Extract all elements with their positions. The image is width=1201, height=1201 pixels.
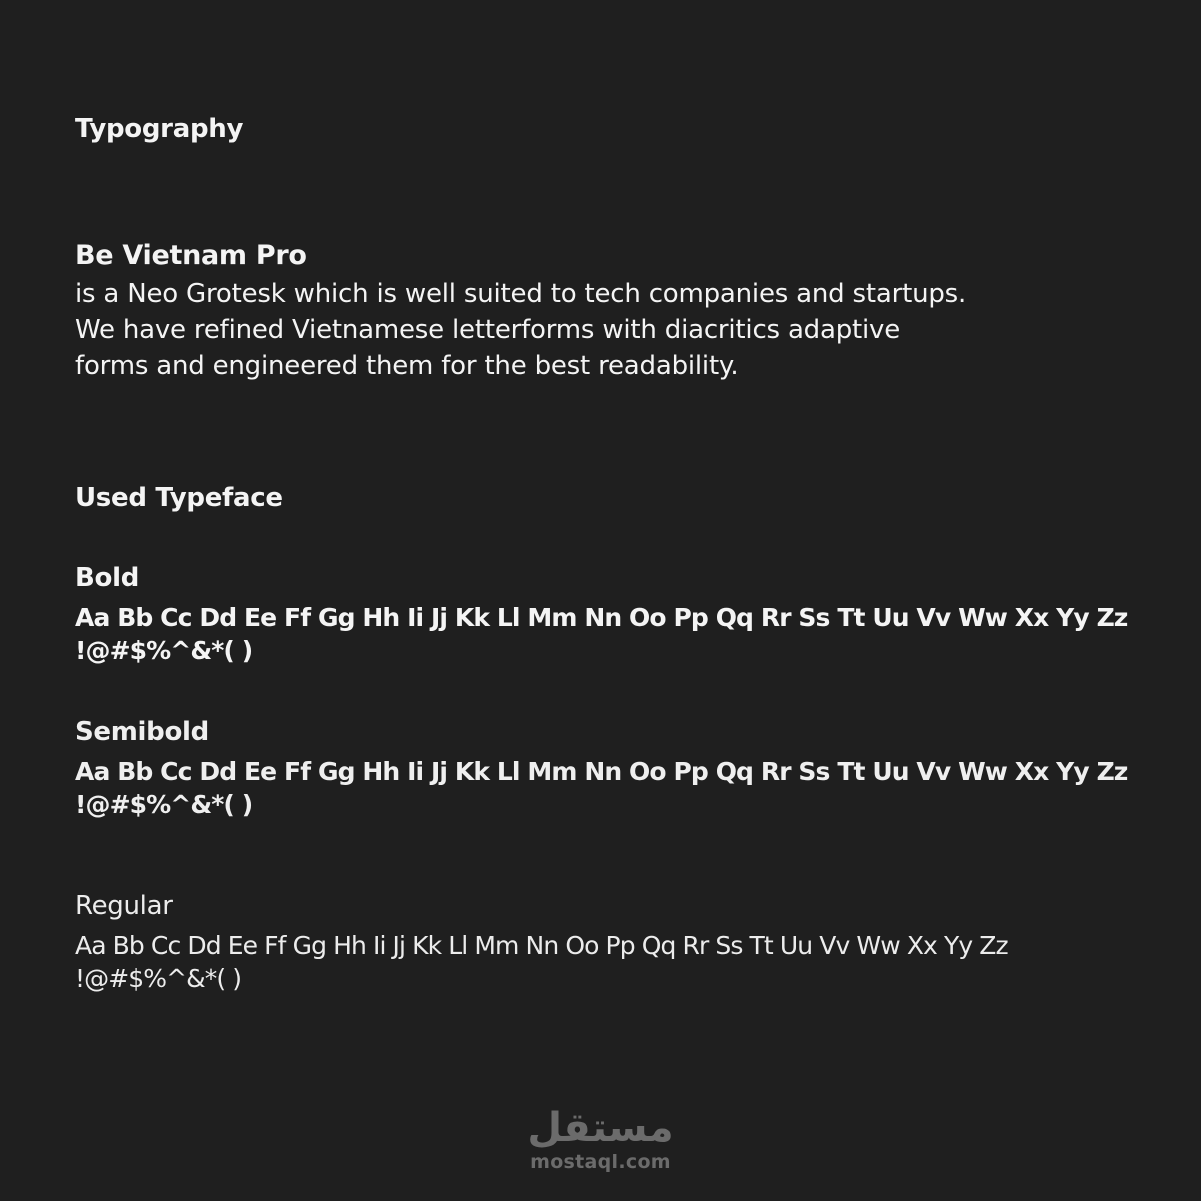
alphabet-line: Aa Bb Cc Dd Ee Ff Gg Hh Ii Jj Kk Ll Mm Nn Oo Pp Qq Rr Ss Tt Uu Vv Ww Xx Yy Zz (75, 931, 1008, 960)
page-title: Typography (75, 114, 244, 144)
description-line: is a Neo Grotesk which is well suited to tech companies and startups. (75, 279, 967, 309)
alphabet-line: Aa Bb Cc Dd Ee Ff Gg Hh Ii Jj Kk Ll Mm Nn Oo Pp Qq Rr Ss Tt Uu Vv Ww Xx Yy Zz (75, 603, 1128, 632)
mostaql-logo: مستقل (527, 1105, 674, 1151)
symbols-line: !@#$%^&*( ) (75, 790, 253, 819)
weight-label-semibold: Semibold (75, 717, 209, 747)
font-description (75, 276, 966, 384)
weight-label-bold: Bold (75, 563, 140, 593)
glyph-sample-regular (75, 929, 1008, 995)
watermark-site-text: mostaql.com (530, 1151, 671, 1173)
glyph-sample-bold (75, 601, 1127, 667)
symbols-line: !@#$%^&*( ) (75, 964, 242, 993)
weight-label-regular: Regular (75, 891, 173, 921)
description-line: We have refined Vietnamese letterforms with diacritics adaptive (75, 315, 901, 345)
font-name: Be Vietnam Pro (75, 240, 307, 271)
description-line: forms and engineered them for the best readability. (75, 351, 739, 381)
alphabet-line: Aa Bb Cc Dd Ee Ff Gg Hh Ii Jj Kk Ll Mm Nn Oo Pp Qq Rr Ss Tt Uu Vv Ww Xx Yy Zz (75, 757, 1128, 786)
symbols-line: !@#$%^&*( ) (75, 636, 253, 665)
used-typeface-title: Used Typeface (75, 483, 283, 513)
mostaql-watermark (0, 1106, 1201, 1174)
glyph-sample-semibold (75, 755, 1127, 821)
